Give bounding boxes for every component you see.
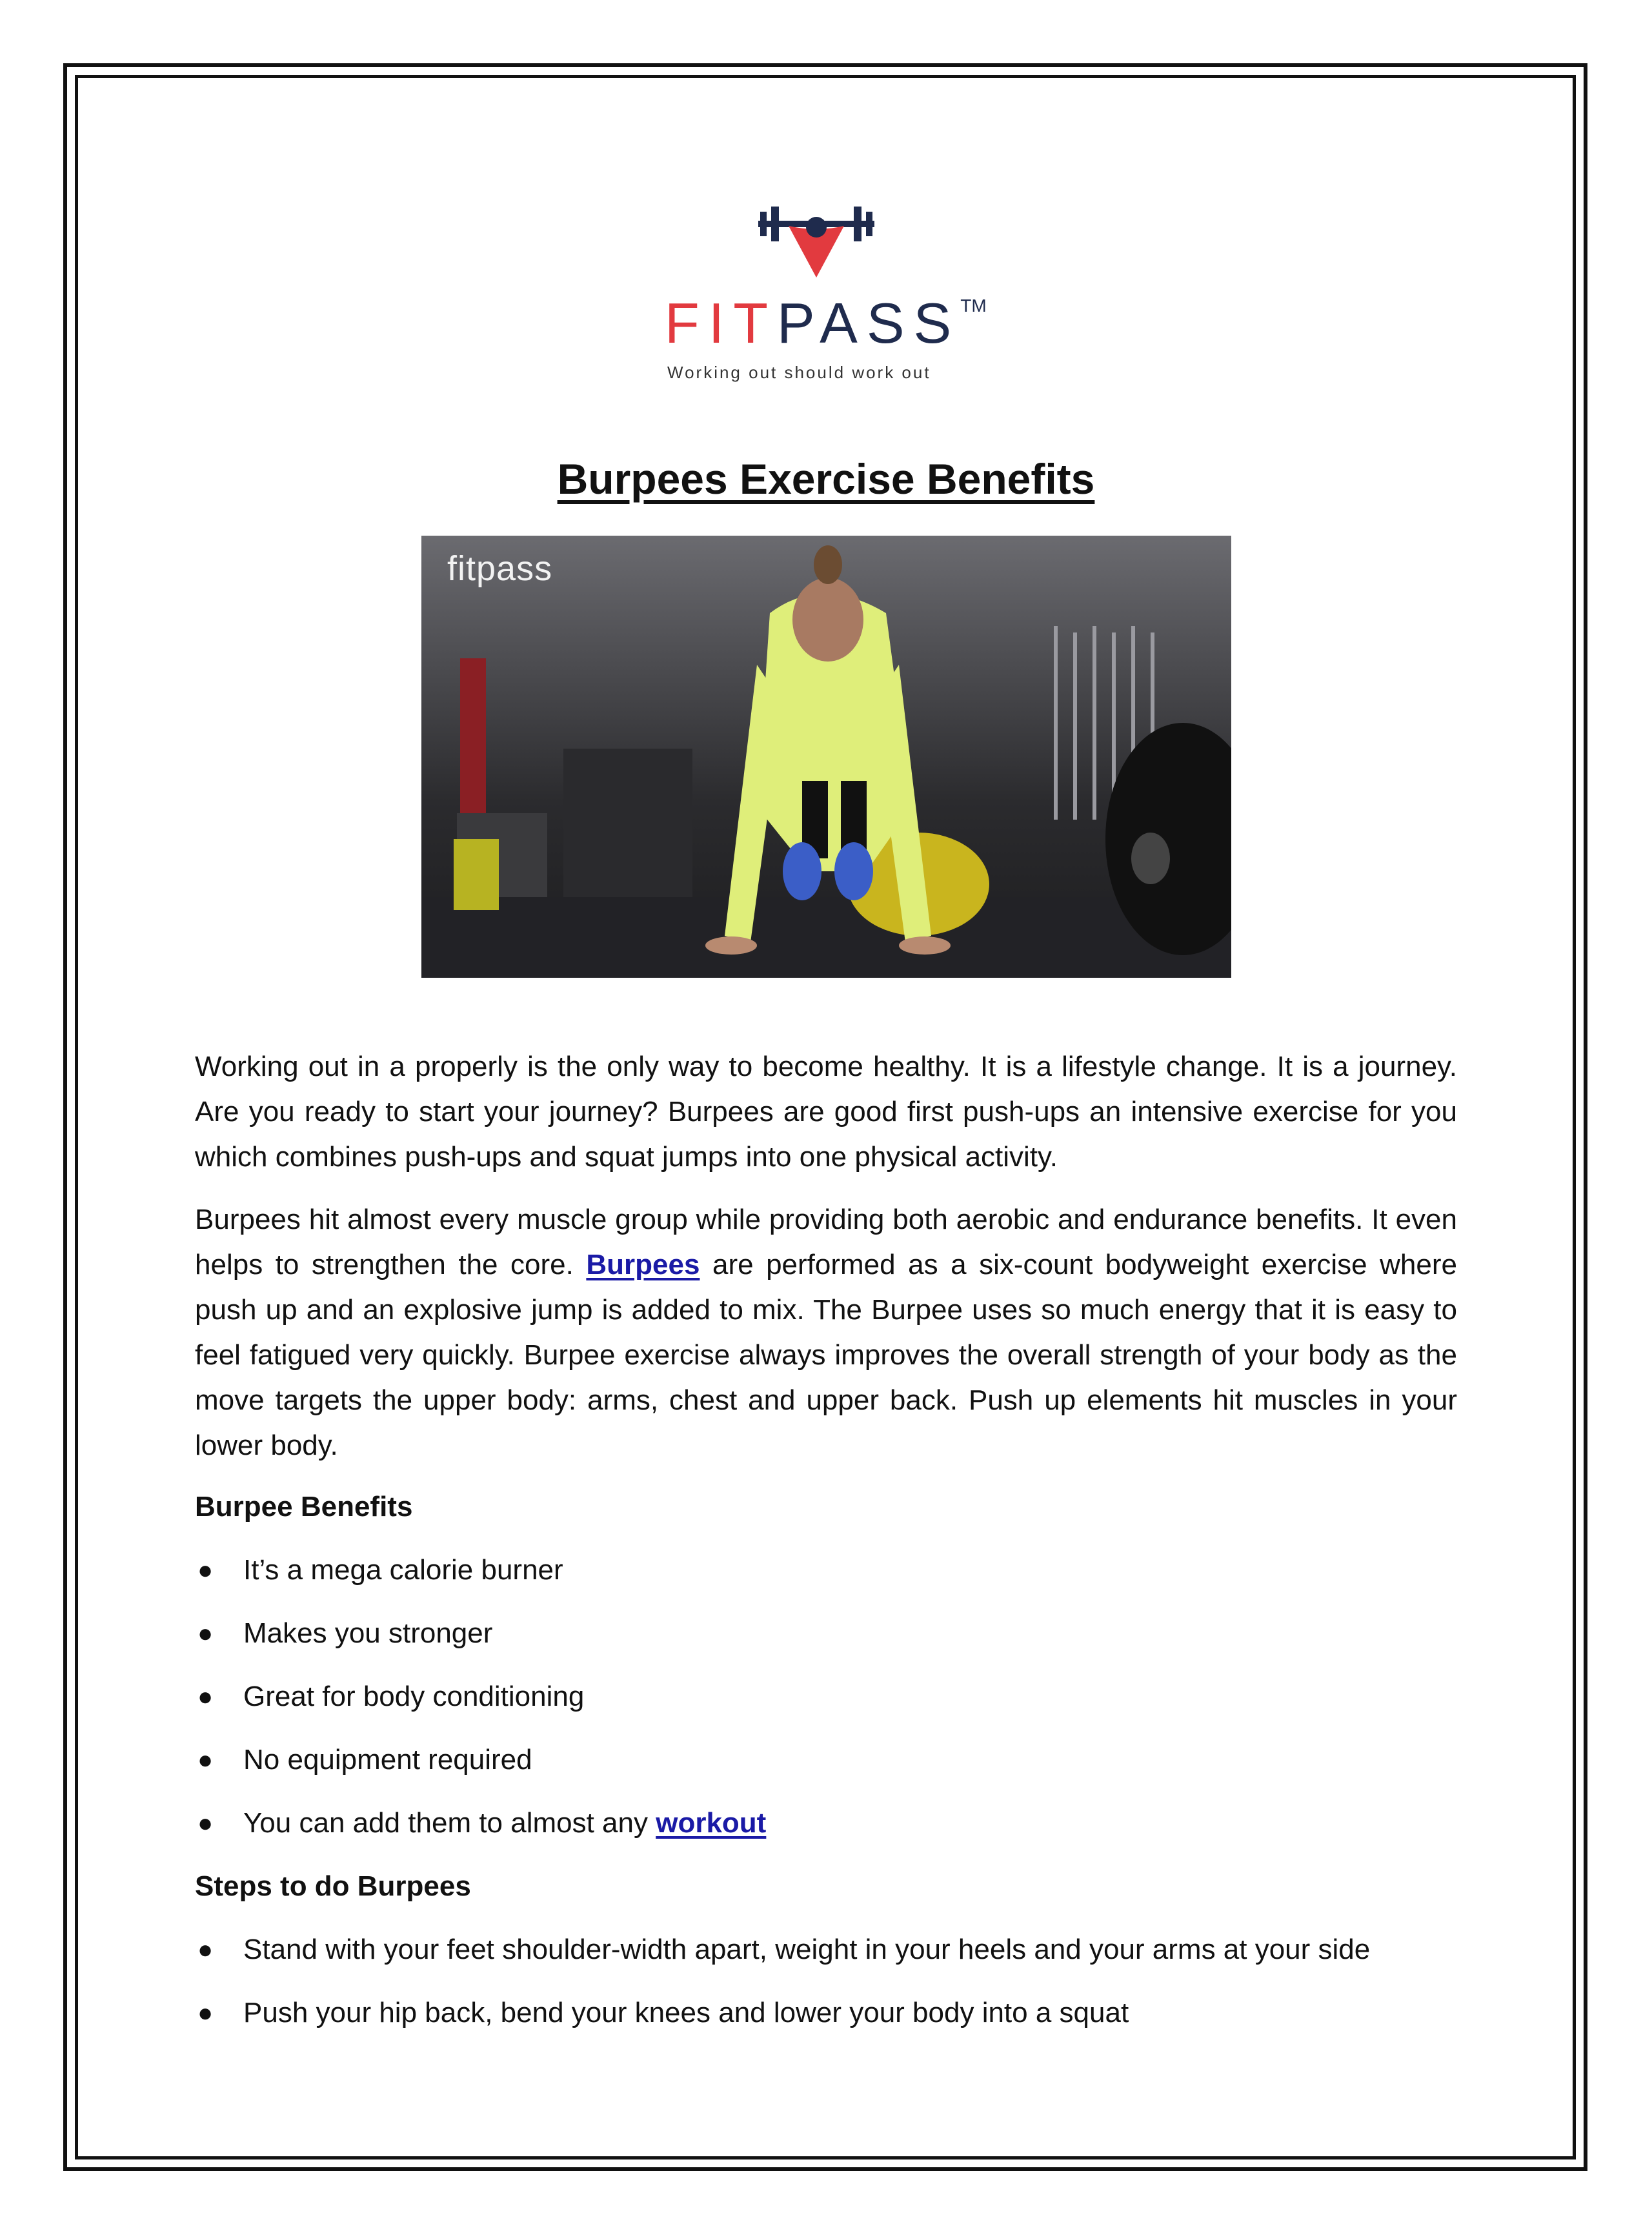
bullet-icon: ● — [197, 1556, 214, 1584]
list-item — [195, 1801, 1486, 1864]
benefits-list — [195, 1548, 1486, 1864]
list-item-text: Push your hip back, bend your knees and lower your body into a squat — [243, 1997, 1129, 2028]
workout-link[interactable]: workout — [656, 1807, 767, 1839]
brand-wordmark — [665, 290, 987, 356]
body-paragraph-text-end: are performed as a six-count bodyweight exercise where push up and an explosive jump is added to mix. The Burpee uses so much energy that it is easy to feel fatigued very quickly. Burpee exercise always improves the overall strength of your body as the move targets the upper body: arms, chest and upper back. Push up elements hit muscles in your lower body. — [195, 1249, 1457, 1461]
brand-pass: PASS — [776, 291, 961, 355]
bullet-icon: ● — [197, 1619, 214, 1648]
bullet-icon: ● — [197, 1683, 214, 1711]
bullet-icon: ● — [197, 1999, 214, 2027]
bullet-icon: ● — [197, 1809, 214, 1837]
body-paragraph — [195, 1197, 1457, 1468]
list-item-text: It’s a mega calorie burner — [243, 1554, 563, 1586]
body-paragraph-text-start: Burpees hit almost every muscle group while providing both aerobic and endurance benefits. It even helps to strengthen the core. — [195, 1204, 1457, 1280]
list-item — [195, 1927, 1486, 1990]
dumbbell-heart-icon — [645, 187, 1007, 297]
page-title: Burpees Exercise Benefits — [557, 455, 1095, 503]
list-item — [195, 1611, 1486, 1674]
list-item — [195, 1548, 1486, 1611]
benefits-heading: Burpee Benefits — [195, 1491, 413, 1522]
bullet-icon: ● — [197, 1746, 214, 1774]
brand-fit: FIT — [665, 291, 777, 355]
steps-heading: Steps to do Burpees — [195, 1870, 471, 1902]
list-item — [195, 1674, 1486, 1737]
gym-scene-illustration — [421, 536, 1231, 978]
brand-tagline: Working out should work out — [667, 363, 931, 382]
photo-watermark: fitpass — [447, 549, 553, 588]
bullet-icon: ● — [197, 1936, 214, 1964]
burpee-photo — [421, 536, 1231, 978]
list-item-text: Stand with your feet shoulder-width apart, weight in your heels and your arms at your side — [243, 1934, 1371, 1965]
list-item-text: Makes you stronger — [243, 1617, 493, 1649]
list-item — [195, 1737, 1486, 1801]
steps-list — [195, 1927, 1486, 2054]
trademark-symbol: TM — [960, 295, 987, 316]
list-item-text: No equipment required — [243, 1744, 532, 1775]
list-item-text: You can add them to almost any — [243, 1807, 656, 1839]
list-item — [195, 1990, 1486, 2054]
intro-paragraph: Working out in a properly is the only way to become healthy. It is a lifestyle change. It is a journey. Are you ready to start your journey? Burpees are good first push-ups an intensive exercise for you which combines push-ups and squat jumps into one physical activity. — [195, 1051, 1457, 1173]
list-item-text: Great for body conditioning — [243, 1681, 585, 1712]
fitpass-logo — [645, 187, 1007, 407]
burpees-link[interactable]: Burpees — [586, 1249, 700, 1280]
